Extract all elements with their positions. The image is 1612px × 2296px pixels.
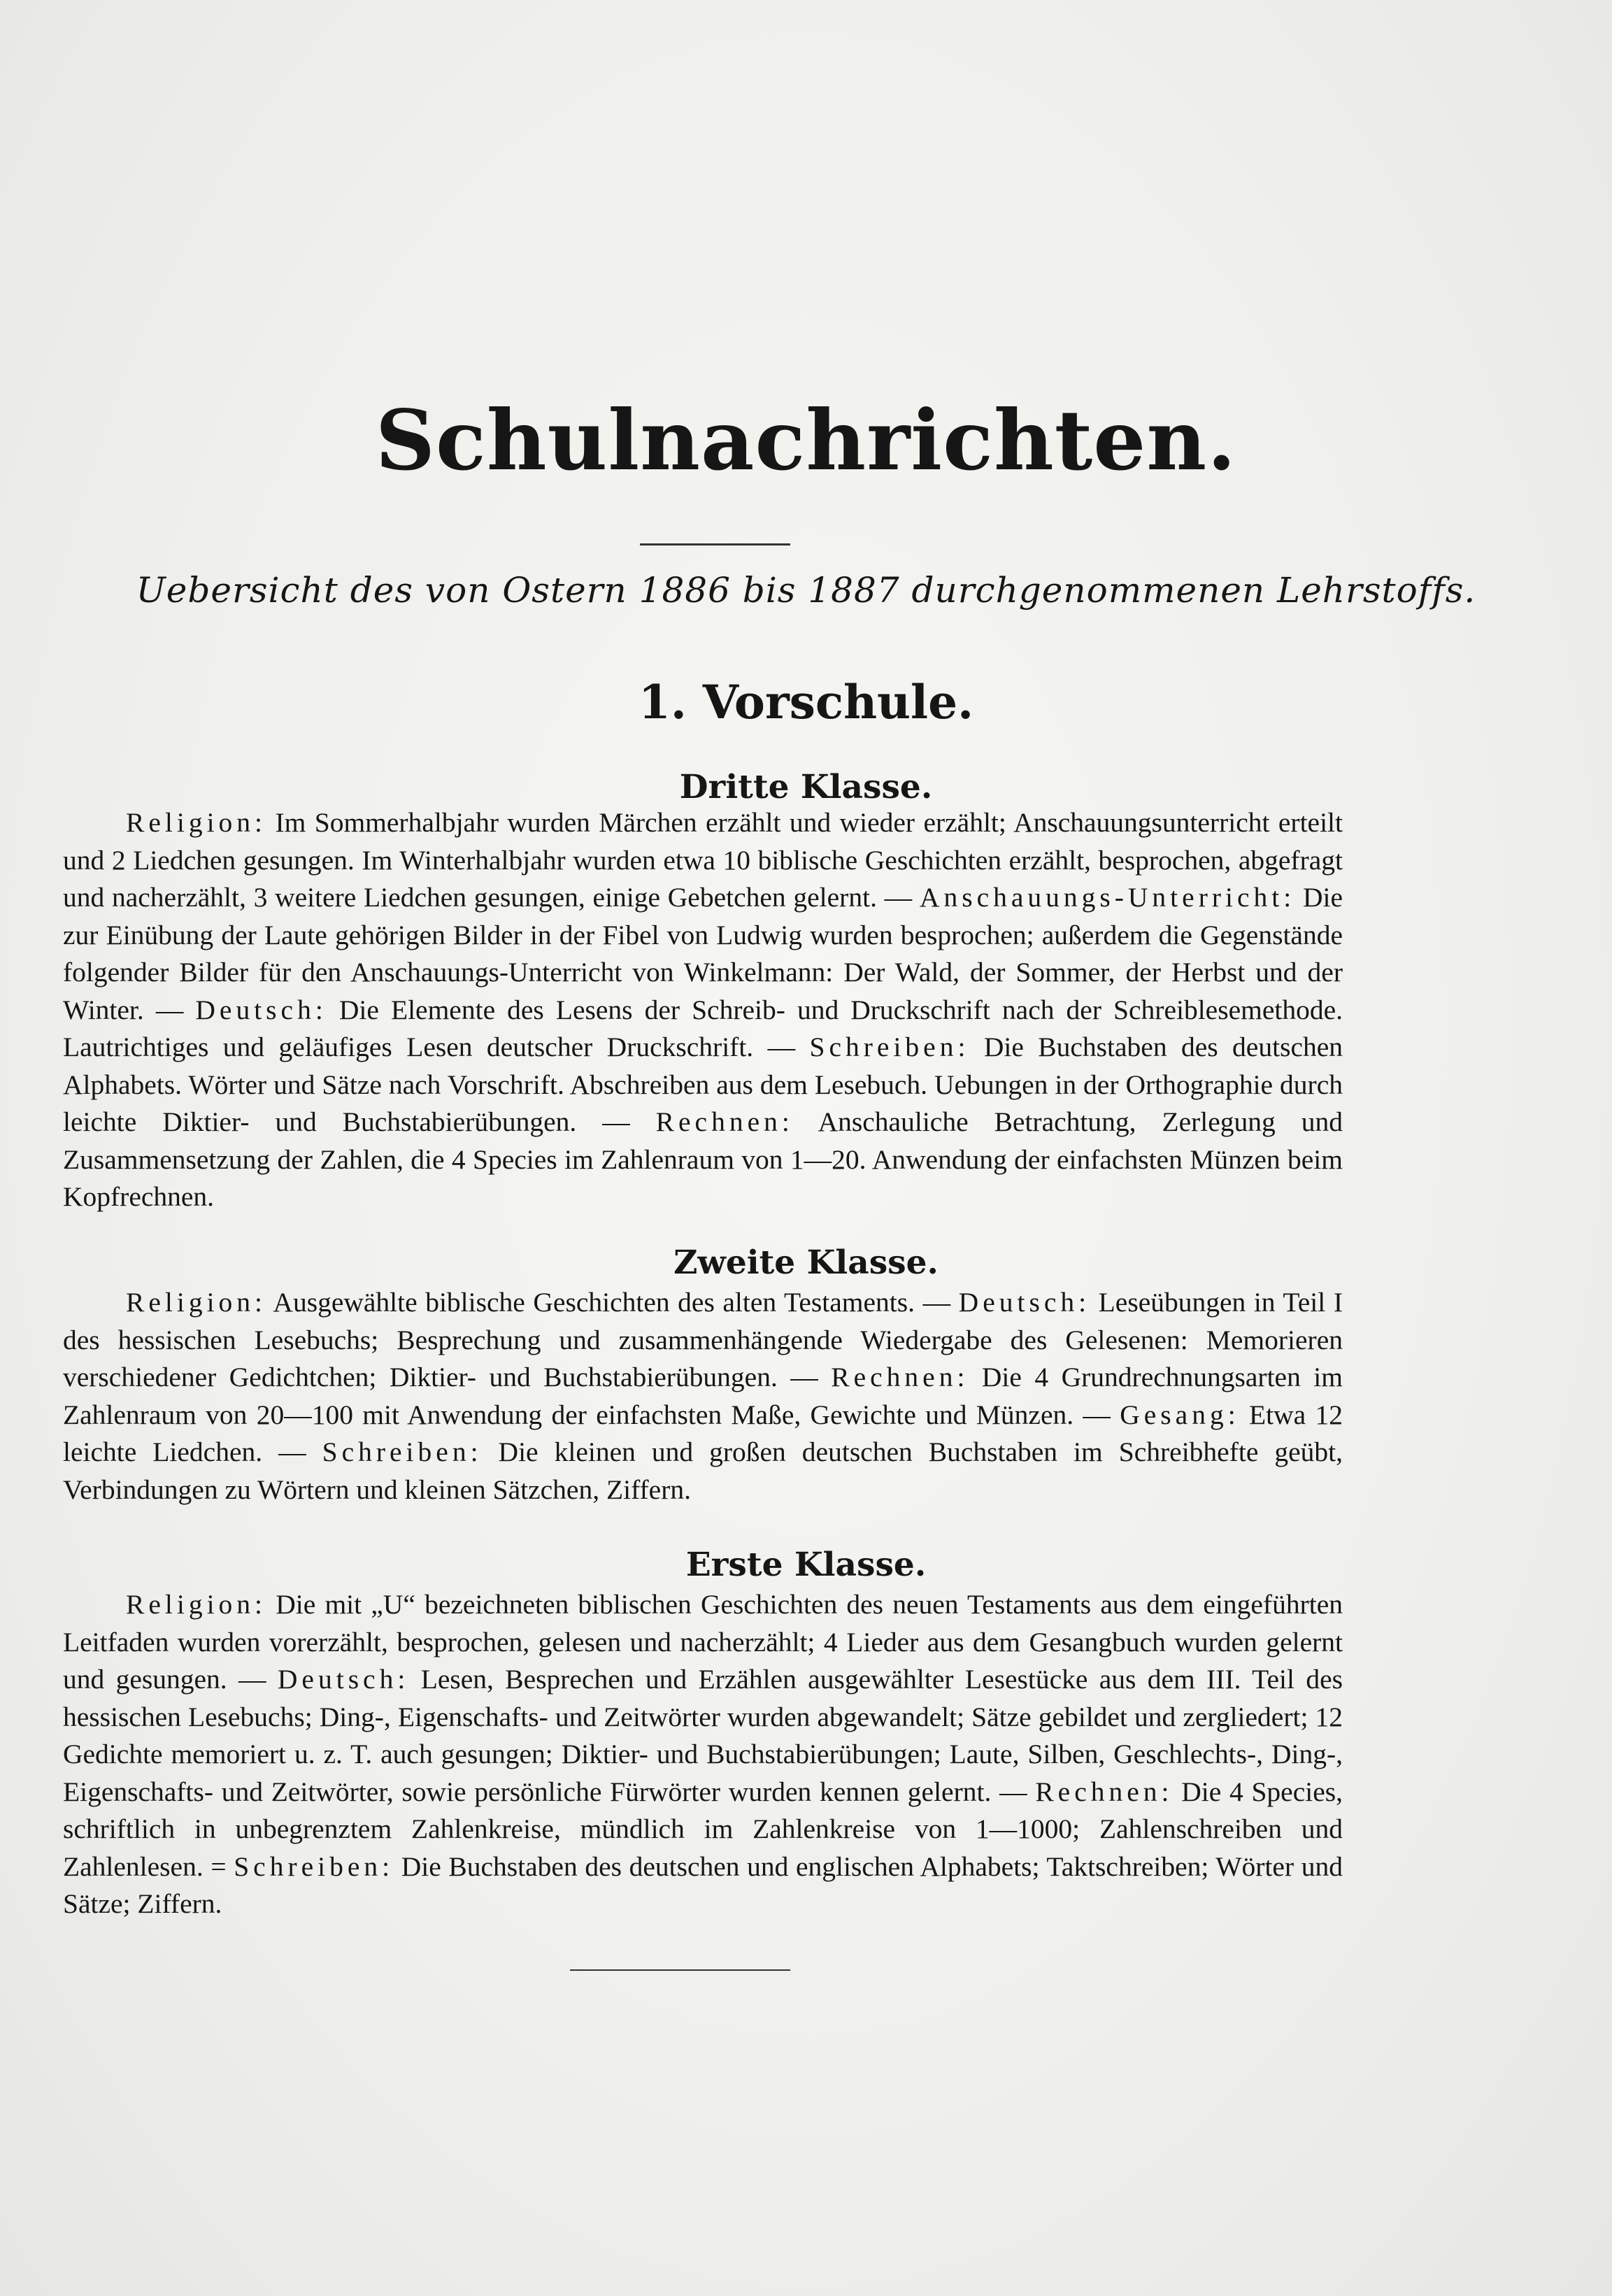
term-religion: Religion:: [126, 807, 267, 838]
term-gesang: Gesang:: [1120, 1399, 1240, 1430]
subtitle: Uebersicht des von Ostern 1886 bis 1887 durchgenommenen Lehrstoffs.: [136, 570, 1476, 611]
title-rule: [640, 543, 790, 546]
section-title: 1. Vorschule.: [638, 675, 974, 729]
term-rechnen: Rechnen:: [1035, 1776, 1174, 1807]
class-heading-erste: Erste Klasse.: [685, 1546, 927, 1584]
paragraph-erste-klasse: Religion: Die mit „U“ bezeichneten biblischen Geschichten des neuen Testaments aus dem eingeführten Leitfaden wurden vorerzählt, besprochen, gelesen und nacherzählt; 4 Lieder aus dem Gesangbuch wurden gelernt und gesungen. — Deutsch: Lesen, Besprechen und Erzählen ausgewählter Lesestücke aus dem III. Teil des hessischen Lesebuchs; Ding-, Eigenschafts- und Zeitwörter wurden abgewandelt; Sätze gebildet und zergliedert; 12 Gedichte memoriert u. z. T. auch gesungen; Diktier- und Buchstabierübungen; Laute, Silben, Geschlechts-, Ding-, Eigenschafts- und Zeitwörter, sowie persönliche Fürwörter wurden kennen gelernt. — Rechnen: Die 4 Species, schriftlich in unbegrenztem Zahlenkreise, mündlich im Zahlenkreise von 1—1000; Zahlenschreiben und Zahlenlesen. = Schreiben: Die Buchstaben des deutschen und englischen Alphabets; Taktschreiben; Wörter und Sätze; Ziffern.: [63, 1589, 1343, 1919]
term-deutsch: Deutsch:: [195, 994, 327, 1025]
term-schreiben: Schreiben:: [322, 1436, 483, 1467]
term-deutsch: Deutsch:: [277, 1664, 410, 1695]
class-heading-dritte: Dritte Klasse.: [679, 768, 933, 806]
page-title: Schulnachrichten.: [375, 392, 1237, 489]
term-deutsch: Deutsch:: [958, 1287, 1091, 1318]
term-rechnen: Rechnen:: [831, 1362, 969, 1392]
term-religion: Religion:: [126, 1287, 267, 1318]
class-heading-zweite: Zweite Klasse.: [673, 1243, 939, 1282]
end-rule: [570, 1969, 790, 1971]
paragraph-dritte-klasse: Religion: Im Sommerhalbjahr wurden Märchen erzählt und wieder erzählt; Anschauungsunterricht erteilt und 2 Liedchen gesungen. Im Winterhalbjahr wurden etwa 10 biblische Geschichten erzählt, besprochen, abgefragt und nacherzählt, 3 weitere Liedchen gesungen, einige Gebetchen gelernt. — Anschauungs-Unterricht: Die zur Einübung der Laute gehörigen Bilder in der Fibel von Ludwig wurden besprochen; außerdem die Gegenstände folgender Bilder für den Anschauungs-Unterricht von Winkelmann: Der Wald, der Sommer, der Herbst und der Winter. — Deutsch: Die Elemente des Lesens der Schreib- und Druckschrift nach der Schreiblesemethode. Lautrichtiges und geläufiges Lesen deutscher Druckschrift. — Schreiben: Die Buchstaben des deutschen Alphabets. Wörter und Sätze nach Vorschrift. Abschreiben aus dem Lesebuch. Uebungen in der Orthographie durch leichte Diktier- und Buchstabierübungen. — Rechnen: Anschauliche Betrachtung, Zerlegung und Zusammensetzung der Zahlen, die 4 Species im Zahlenraum von 1—20. Anwendung der einfachsten Münzen beim Kopfrechnen.: [63, 807, 1343, 1212]
term-anschauungs-unterricht: Anschauungs-Unterricht:: [919, 882, 1296, 913]
term-religion: Religion:: [126, 1589, 267, 1620]
term-schreiben: Schreiben:: [809, 1032, 970, 1062]
term-schreiben: Schreiben:: [234, 1851, 394, 1882]
paragraph-zweite-klasse: Religion: Ausgewählte biblische Geschichten des alten Testaments. — Deutsch: Leseübungen in Teil I des hessischen Lesebuchs; Besprechung und zusammenhängende Wiedergabe des Gelesenen: Memorieren verschiedener Gedichtchen; Diktier- und Buchstabierübungen. — Rechnen: Die 4 Grundrechnungsarten im Zahlenraum von 20—100 mit Anwendung der einfachsten Maße, Gewichte und Münzen. — Gesang: Etwa 12 leichte Liedchen. — Schreiben: Die kleinen und großen deutschen Buchstaben im Schreibhefte geübt, Verbindungen zu Wörtern und kleinen Sätzchen, Ziffern.: [63, 1287, 1343, 1505]
term-rechnen: Rechnen:: [655, 1106, 794, 1137]
